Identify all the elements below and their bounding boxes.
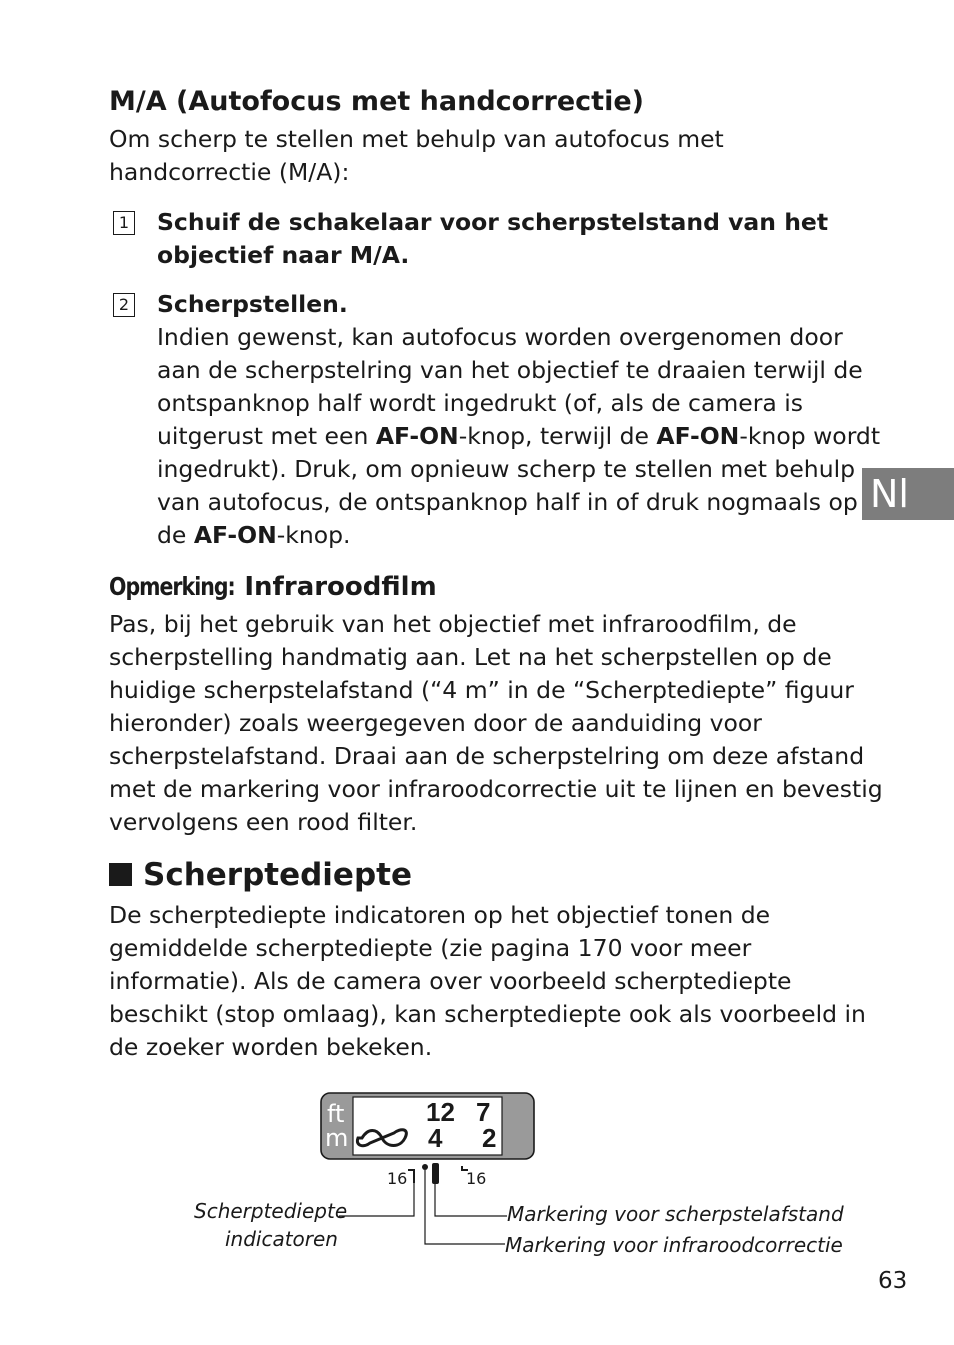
note-line: huidige scherpstelafstand (“4 m” in de “Scherptediepte” figuur [109, 676, 854, 704]
text-run: -knop wordt [739, 422, 881, 450]
step-number-box: 2 [113, 293, 135, 317]
m-value: 2 [482, 1123, 497, 1153]
step-2-title: Scherpstellen. [157, 290, 348, 318]
step-number-box: 1 [113, 211, 135, 235]
note-title: Infraroodfilm [244, 572, 437, 602]
section-heading-ma: M/A (Autofocus met handcorrectie) [109, 86, 644, 117]
distance-mark-icon [432, 1163, 439, 1184]
dof-line: De scherptediepte indicatoren op het objectief tonen de [109, 901, 771, 929]
text-run: uitgerust met een [157, 422, 376, 450]
caption-dof-indicators [194, 1197, 348, 1253]
note-line: scherpstelafstand. Draai aan de scherpstelring om deze afstand [109, 742, 865, 770]
note-line: met de markering voor infraroodcorrectie uit te lijnen en bevestig [109, 775, 883, 803]
unit-m-label: m [325, 1124, 349, 1152]
caption-line: Scherptediepte [194, 1199, 348, 1223]
note-heading [109, 570, 437, 607]
note-line: Pas, bij het gebruik van het objectief met infraroodfilm, de [109, 610, 797, 638]
leader-line-distance [435, 1184, 507, 1216]
step-1-line: objectief naar M/A. [157, 241, 410, 269]
dof-scale-number: 16 [466, 1169, 487, 1188]
section-heading-dof [109, 857, 412, 893]
dof-line: beschikt (stop omlaag), kan scherptediepte ook als voorbeeld in [109, 1000, 866, 1028]
dof-line: informatie). Als de camera over voorbeeld scherptediepte [109, 967, 792, 995]
step-2-line: van autofocus, de ontspanknop half in of druk nogmaals op [157, 488, 858, 516]
step-2-line: ingedrukt). Druk, om opnieuw scherp te stellen met behulp [157, 455, 856, 483]
section-square-icon [109, 863, 132, 886]
intro-line: handcorrectie (M/A): [109, 158, 350, 186]
infrared-mark-icon [422, 1164, 428, 1170]
step-2-line [157, 519, 880, 552]
step-2-text [157, 288, 880, 552]
page-number: 63 [878, 1268, 908, 1294]
af-on-button-name: AF-ON [375, 422, 459, 450]
note-line: scherpstelling handmatig aan. Let na het scherpstellen op de [109, 643, 832, 671]
text-run: -knop. [276, 521, 351, 549]
dof-line: de zoeker worden bekeken. [109, 1033, 433, 1061]
af-on-button-name: AF-ON [193, 521, 277, 549]
intro-line: Om scherp te stellen met behulp van autofocus met [109, 125, 724, 153]
note-line: hieronder) zoals weergegeven door de aanduiding voor [109, 709, 762, 737]
note-body [109, 608, 883, 839]
caption-line: indicatoren [224, 1227, 338, 1251]
caption-infrared-mark: Markering voor infraroodcorrectie [505, 1233, 843, 1257]
note-line: vervolgens een rood filter. [109, 808, 418, 836]
section-dof-body [109, 899, 866, 1064]
af-on-button-name: AF-ON [656, 422, 740, 450]
section-ma-intro [109, 123, 724, 189]
text-run: de [157, 521, 194, 549]
caption-distance-mark: Markering voor scherpstelafstand [507, 1202, 844, 1226]
dof-indicator-left-icon [408, 1170, 414, 1183]
step-2-line [157, 420, 880, 453]
step-2-line: aan de scherpstelring van het objectief te draaien terwijl de [157, 356, 863, 384]
ft-value: 12 [426, 1097, 455, 1127]
section-dof-title: Scherptediepte [143, 857, 412, 893]
text-run: -knop, terwijl de [458, 422, 657, 450]
language-tab: Nl [862, 468, 954, 520]
step-1-line: Schuif de schakelaar voor scherpstelstand van het [157, 208, 829, 236]
step-2-line: ontspanknop half wordt ingedrukt (of, als de camera is [157, 389, 804, 417]
dof-scale-number: 16 [387, 1169, 408, 1188]
m-value: 4 [428, 1123, 443, 1153]
dof-line: gemiddelde scherptediepte (zie pagina 170 voor meer [109, 934, 752, 962]
note-label: Opmerking: [109, 572, 235, 601]
step-2-line: Indien gewenst, kan autofocus worden overgenomen door [157, 323, 843, 351]
step-1-text [157, 206, 828, 272]
unit-ft-label: ft [327, 1100, 345, 1128]
ft-value: 7 [476, 1097, 491, 1127]
